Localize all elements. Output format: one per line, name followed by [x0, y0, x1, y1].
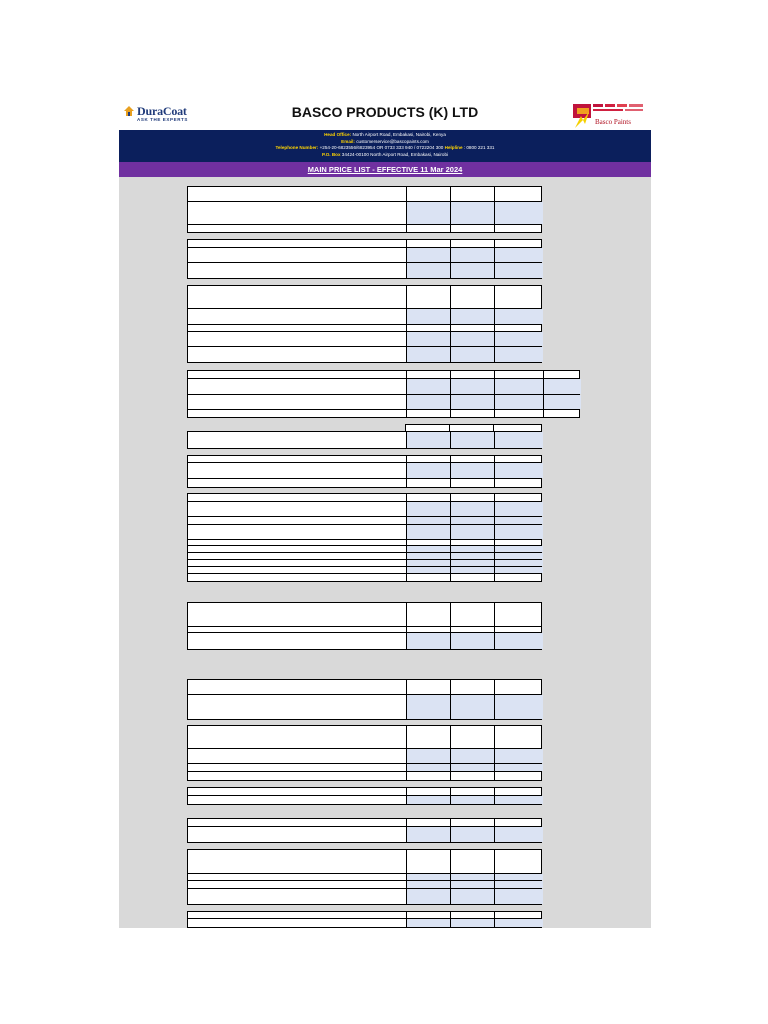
- table-cell: [494, 309, 543, 324]
- table-row: [188, 379, 579, 395]
- table-cell: [494, 225, 543, 232]
- table-cell: [494, 764, 543, 771]
- price-list-banner: [119, 162, 651, 177]
- table-cell: [406, 479, 450, 487]
- table-cell: [406, 410, 450, 417]
- table-cell: [494, 202, 543, 224]
- table-cell: [494, 395, 543, 409]
- table-row: [188, 680, 541, 695]
- table-cell: [450, 633, 494, 649]
- price-list-title: MAIN PRICE LIST - EFFECTIVE 11 Mar 2024: [307, 165, 463, 174]
- table-cell: [494, 479, 543, 487]
- table-cell: [450, 889, 494, 904]
- table-cell: [494, 332, 543, 346]
- table-row: [188, 764, 541, 772]
- table-cell: [494, 371, 543, 378]
- table-cell: [450, 874, 494, 880]
- table-cell: [450, 627, 494, 632]
- table-cell: [406, 332, 450, 346]
- table-cell: [450, 574, 494, 581]
- table-row: [188, 410, 579, 417]
- price-table: [187, 186, 542, 233]
- table-row: [188, 889, 541, 904]
- table-cell: [406, 627, 450, 632]
- table-row: [188, 796, 541, 804]
- table-cell: [494, 919, 543, 927]
- table-cell: [450, 827, 494, 842]
- table-cell: [494, 574, 543, 581]
- table-cell: [494, 726, 543, 748]
- table-row: [188, 332, 541, 347]
- table-cell: [450, 309, 494, 324]
- table-cell: [406, 553, 450, 559]
- table-cell: [450, 553, 494, 559]
- table-cell: [450, 788, 494, 795]
- table-cell: [450, 240, 494, 247]
- table-row: [188, 371, 579, 379]
- table-cell: [406, 889, 450, 904]
- table-cell: [406, 187, 450, 201]
- table-row: [188, 546, 541, 553]
- table-row: [188, 919, 541, 927]
- table-row: [188, 772, 541, 780]
- table-cell: [406, 517, 450, 524]
- table-cell: [494, 881, 543, 888]
- table-row: [188, 874, 541, 881]
- po-box-line: [119, 152, 651, 159]
- table-cell: [450, 332, 494, 346]
- table-cell: [406, 502, 450, 516]
- table-cell: [450, 912, 494, 918]
- table-row: [188, 263, 541, 278]
- table-cell: [494, 627, 543, 632]
- table-row: [188, 325, 541, 332]
- table-row: [188, 726, 541, 749]
- table-cell: [450, 371, 494, 378]
- table-cell: [494, 553, 543, 559]
- price-table: [187, 787, 542, 805]
- logo-right-text: Basco Paints: [595, 118, 631, 126]
- table-cell: [494, 749, 543, 763]
- table-cell: [406, 525, 450, 539]
- email-label: Email:: [341, 138, 355, 144]
- telephone-label: Telephone Number:: [275, 145, 319, 151]
- price-table: [187, 370, 580, 418]
- table-cell: [494, 517, 543, 524]
- table-cell: [543, 395, 581, 409]
- price-table: [187, 725, 542, 781]
- table-cell: [406, 347, 450, 362]
- table-cell: [494, 463, 543, 478]
- header-bar: [119, 96, 651, 130]
- table-cell: [406, 202, 450, 224]
- table-row: [188, 881, 541, 889]
- telephone-value: +254-20-6823556/6823954 OR 0733 333 940 / 0722204 300: [319, 145, 444, 151]
- table-row: [188, 347, 541, 362]
- table-cell: [406, 567, 450, 573]
- table-row: [188, 567, 541, 574]
- table-cell: [450, 463, 494, 478]
- table-cell: [450, 919, 494, 927]
- table-cell: [406, 874, 450, 880]
- price-table: [187, 455, 542, 488]
- price-table: [187, 493, 542, 582]
- head-office-label: Head Office:: [324, 132, 352, 137]
- table-cell: [450, 502, 494, 516]
- table-row: [188, 819, 541, 827]
- table-row: [188, 248, 541, 263]
- table-cell: [450, 517, 494, 524]
- table-cell: [450, 764, 494, 771]
- company-title: BASCO PRODUCTS (K) LTD: [291, 104, 479, 120]
- table-row: [188, 309, 541, 325]
- table-cell: [494, 248, 543, 262]
- contact-info-band: [119, 130, 651, 162]
- table-cell: [450, 456, 494, 462]
- table-row: [188, 517, 541, 525]
- table-row: [188, 432, 541, 448]
- table-cell: [406, 881, 450, 888]
- table-cell: [406, 560, 450, 566]
- table-cell: [450, 479, 494, 487]
- table-cell: [494, 912, 543, 918]
- table-cell: [450, 525, 494, 539]
- price-table: [187, 679, 542, 720]
- table-cell: [450, 410, 494, 417]
- table-cell: [450, 560, 494, 566]
- table-cell: [494, 788, 543, 795]
- table-cell: [450, 680, 494, 694]
- table-cell: [406, 695, 450, 719]
- table-cell: [494, 456, 543, 462]
- table-row: [188, 494, 541, 502]
- table-cell: [494, 410, 543, 417]
- table-row: [188, 463, 541, 479]
- table-cell: [494, 827, 543, 842]
- table-cell: [406, 680, 450, 694]
- table-cell: [406, 726, 450, 748]
- table-row: [188, 560, 541, 567]
- table-cell: [450, 567, 494, 573]
- table-cell: [450, 494, 494, 501]
- table-row: [188, 395, 579, 410]
- table-cell: [494, 187, 543, 201]
- table-cell: [406, 494, 450, 501]
- table-cell: [494, 240, 543, 247]
- table-cell: [406, 850, 450, 873]
- table-cell: [406, 371, 450, 378]
- table-cell: [406, 633, 450, 649]
- helpline-label: Helpline: [444, 145, 463, 151]
- price-table: [187, 602, 542, 650]
- table-cell: [406, 546, 450, 552]
- table-cell: [450, 395, 494, 409]
- table-cell: [494, 819, 543, 826]
- table-row: [188, 240, 541, 248]
- table-row: [188, 574, 541, 581]
- table-cell: [494, 874, 543, 880]
- table-row: [188, 633, 541, 649]
- table-row: [188, 479, 541, 487]
- table-cell: [406, 225, 450, 232]
- price-table: [187, 818, 542, 843]
- table-row: [188, 788, 541, 796]
- table-cell: [406, 796, 450, 804]
- table-cell: [450, 695, 494, 719]
- table-cell: [450, 772, 494, 780]
- table-cell: [406, 749, 450, 763]
- table-cell: [450, 881, 494, 888]
- table-cell: [450, 726, 494, 748]
- table-cell: [543, 371, 581, 378]
- table-cell: [406, 764, 450, 771]
- table-row: [188, 187, 541, 202]
- table-cell: [450, 749, 494, 763]
- table-cell: [494, 772, 543, 780]
- table-cell: [494, 525, 543, 539]
- table-cell: [450, 796, 494, 804]
- table-cell: [494, 603, 543, 626]
- table-row: [188, 502, 541, 517]
- table-cell: [450, 379, 494, 394]
- table-cell: [406, 827, 450, 842]
- logo-tagline: ASK THE EXPERTS: [137, 117, 189, 122]
- po-box-value: 34424-00100 North Airport Road, Embakasi, Nairobi: [341, 151, 449, 157]
- helpline-value: : 0800 221 331: [463, 145, 495, 151]
- table-cell: [450, 540, 494, 545]
- table-cell: [406, 263, 450, 278]
- table-cell: [406, 540, 450, 545]
- table-cell: [543, 379, 581, 394]
- table-cell: [450, 850, 494, 873]
- table-row: [188, 912, 541, 919]
- table-row: [188, 456, 541, 463]
- table-cell: [494, 633, 543, 649]
- table-cell: [450, 603, 494, 626]
- table-cell: [494, 567, 543, 573]
- table-cell: [494, 546, 543, 552]
- table-row: [188, 286, 541, 309]
- table-cell: [406, 603, 450, 626]
- table-row: [188, 827, 541, 842]
- table-cell: [406, 395, 450, 409]
- table-cell: [406, 379, 450, 394]
- table-cell: [450, 225, 494, 232]
- table-row: [188, 553, 541, 560]
- po-box-label: P.O. Box: [321, 151, 341, 157]
- table-cell: [450, 202, 494, 224]
- table-row: [188, 695, 541, 719]
- table-cell: [450, 325, 494, 331]
- table-cell: [406, 919, 450, 927]
- table-cell: [543, 410, 581, 417]
- table-cell: [406, 463, 450, 478]
- table-cell: [494, 494, 543, 501]
- table-cell: [406, 772, 450, 780]
- table-cell: [406, 248, 450, 262]
- table-cell: [494, 325, 543, 331]
- table-cell: [494, 432, 543, 448]
- table-cell: [494, 379, 543, 394]
- table-cell: [494, 796, 543, 804]
- table-cell: [406, 819, 450, 826]
- table-row: [188, 603, 541, 627]
- email-value: customerservice@bascopaints.com: [356, 138, 429, 144]
- table-cell: [406, 912, 450, 918]
- table-cell: [494, 347, 543, 362]
- price-table: [187, 911, 542, 928]
- table-cell: [406, 286, 450, 308]
- logo-brand-text: DuraCoat: [137, 104, 187, 118]
- telephone-line: [119, 145, 651, 152]
- basco-paints-logo: [571, 100, 649, 130]
- table-cell: [494, 502, 543, 516]
- email-line: [119, 139, 651, 146]
- table-cell: [406, 240, 450, 247]
- table-cell: [406, 456, 450, 462]
- table-cell: [450, 347, 494, 362]
- head-office-value: North Airport Road, Embakasi, Nairobi, Kenya: [352, 132, 446, 137]
- table-cell: [406, 788, 450, 795]
- table-row: [188, 749, 541, 764]
- table-row: [188, 525, 541, 540]
- price-table: [187, 239, 542, 279]
- table-cell: [450, 263, 494, 278]
- price-table: [187, 285, 542, 363]
- table-cell: [406, 309, 450, 324]
- price-table: [187, 431, 542, 449]
- head-office-line: [119, 132, 651, 139]
- table-cell: [494, 286, 543, 308]
- table-cell: [494, 540, 543, 545]
- table-cell: [494, 263, 543, 278]
- table-cell: [494, 850, 543, 873]
- table-row: [188, 850, 541, 874]
- price-table: [187, 849, 542, 905]
- table-cell: [494, 695, 543, 719]
- table-row: [188, 225, 541, 232]
- table-row: [188, 202, 541, 225]
- table-cell: [494, 560, 543, 566]
- table-cell: [450, 546, 494, 552]
- table-cell: [406, 325, 450, 331]
- table-cell: [494, 889, 543, 904]
- table-cell: [450, 248, 494, 262]
- table-cell: [450, 819, 494, 826]
- table-cell: [494, 680, 543, 694]
- price-list-sheet: [119, 96, 651, 928]
- table-cell: [450, 187, 494, 201]
- table-cell: [406, 432, 450, 448]
- table-cell: [406, 574, 450, 581]
- table-cell: [450, 286, 494, 308]
- table-cell: [450, 432, 494, 448]
